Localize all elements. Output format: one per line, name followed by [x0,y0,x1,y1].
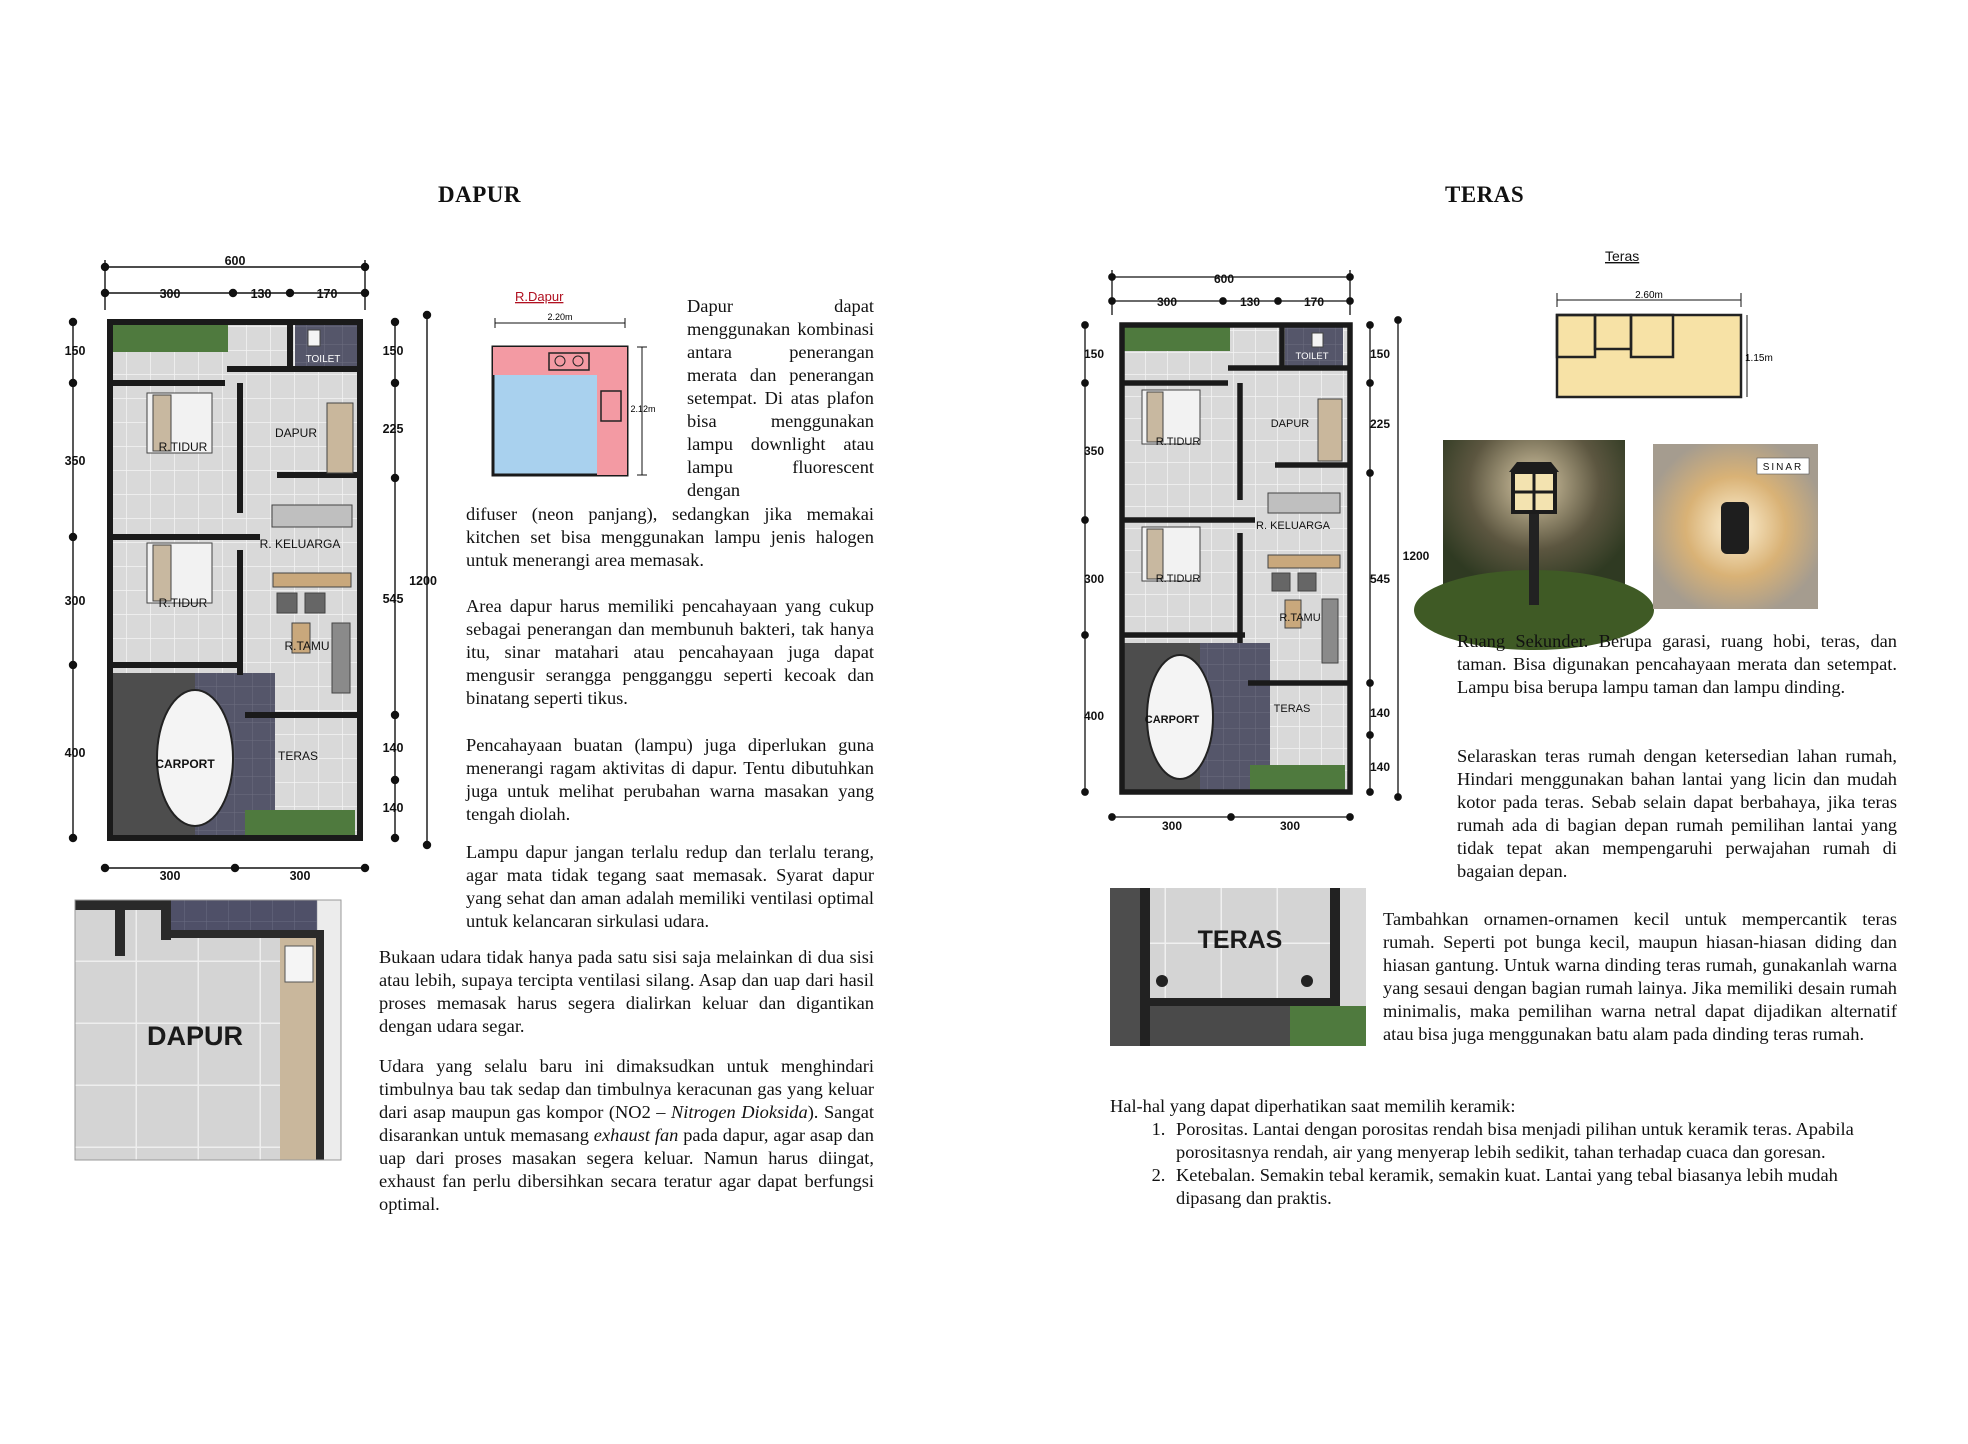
svg-text:CARPORT: CARPORT [155,757,215,771]
svg-text:350: 350 [1083,444,1105,458]
svg-text:TERAS: TERAS [1197,926,1283,954]
svg-text:R.TIDUR: R.TIDUR [158,440,208,454]
svg-text:300: 300 [1156,295,1178,309]
sinar-logo: SINAR [1762,462,1804,473]
dim-top-total: 600 [224,254,246,268]
svg-text:R.Dapur: R.Dapur [515,289,564,304]
svg-text:2.12m: 2.12m [630,404,656,414]
svg-text:300: 300 [289,869,311,883]
svg-text:600: 600 [1213,272,1235,286]
svg-text:225: 225 [1369,417,1391,431]
svg-text:225: 225 [382,422,404,436]
svg-text:R.TIDUR: R.TIDUR [1155,573,1201,585]
list-item: 1. Porositas. Lantai dengan porositas rendah bisa menjadi pilihan untuk keramik teras. Apabila porositasnya rendah, air yang menyerap lebih sedikit, tahan terhadap cuaca dan goresan. [1170,1118,1897,1164]
svg-text:R.TAMU: R.TAMU [284,639,330,653]
svg-text:DAPUR: DAPUR [274,426,318,440]
svg-text:150: 150 [1083,347,1105,361]
svg-text:300: 300 [64,594,86,608]
svg-text:R.TIDUR: R.TIDUR [1155,436,1201,448]
svg-text:140: 140 [1369,706,1391,720]
keramik-list-intro: Hal-hal yang dapat diperhatikan saat memilih keramik: [1110,1096,1516,1116]
svg-text:CARPORT: CARPORT [1144,714,1200,726]
teras-paragraph-3: Tambahkan ornamen-ornamen kecil untuk mempercantik teras rumah. Seperti pot bunga kecil, maupun hiasan-hiasan diding dan hiasan gantung. Untuk warna dinding teras rumah, gunakanlah warna yang sesaui dengan bagian rumah lainya. Jika memiliki desain rumah minimalis, maka pemilihan warna netral dapat dijadikan alternatif atau bisa juga menggunakan batu alam pada dinding teras rumah. [1383,909,1897,1044]
garden-lamp-photo [1443,440,1625,620]
svg-text:130: 130 [1239,295,1261,309]
dapur-paragraph-1-wrap: Dapur dapat menggunakan kombinasi antara penerangan merata dan penerangan setempat. Di atas plafon bisa menggunakan lampu downlight atau lampu fluorescent dengan [687,296,874,500]
teras-paragraph-2: Selaraskan teras rumah dengan ketersedian lahan rumah, Hindari menggunakan bahan lantai yang licin dan mudah kotor pada teras. Sebab selain dapat berbahaya, jika teras rumah ada di bagian depan rumah pemilihan lantai yang tidak tepat akan mempengaruhi perwajahan rumah di bagaian depan. [1457,746,1897,881]
svg-text:300: 300 [159,869,181,883]
wall-lamp-photo [1653,444,1818,609]
svg-text:R. KELUARGA: R. KELUARGA [1256,520,1330,532]
list-item: 2. Ketebalan. Semakin tebal keramik, semakin kuat. Lantai yang tebal biasanya lebih mudah dipasang dan praktis. [1170,1164,1897,1210]
left-floor-plan [55,255,445,885]
svg-text:DAPUR: DAPUR [146,1021,244,1051]
svg-text:DAPUR: DAPUR [1270,418,1310,430]
svg-text:TOILET: TOILET [305,354,341,365]
svg-text:300: 300 [159,287,181,301]
svg-text:400: 400 [1083,709,1105,723]
dapur-paragraph-3: Pencahayaan buatan (lampu) juga diperlukan guna menerangi ragam aktivitas di dapur. Tentu dibutuhkan juga untuk melihat perubahan warna masakan yang tengah diolah. [466,735,874,824]
teras-paragraph-1: Ruang Sekunder. Berupa garasi, ruang hobi, teras, dan taman. Bisa digunakan pencahayaan merata dan setempat. Lampu bisa berupa lampu taman dan lampu dinding. [1457,631,1897,697]
svg-text:130: 130 [250,287,272,301]
svg-text:300: 300 [1083,572,1105,586]
svg-text:R.TAMU: R.TAMU [1279,612,1321,624]
svg-text:140: 140 [382,741,404,755]
keramik-list [1110,1118,1897,1210]
svg-text:R.TIDUR: R.TIDUR [158,596,208,610]
svg-text:1.15m: 1.15m [1745,353,1773,364]
svg-text:400: 400 [64,746,86,760]
svg-text:1200: 1200 [409,574,437,588]
svg-text:2.20m: 2.20m [547,312,573,322]
svg-text:300: 300 [1279,819,1301,833]
dapur-paragraph-4: Lampu dapur jangan terlalu redup dan terlalu terang, agar mata tidak tegang saat memasak. Syarat dapur yang sehat dan aman adalah memiliki ventilasi optimal untuk kelancaran sirkulasi udara. [466,842,874,931]
dapur-paragraph-2: Area dapur harus memiliki pencahayaan yang cukup sebagai penerangan dan membunuh bakteri, tak hanya itu, sinar matahari atau pencahayaan juga dapat mengusir serangga pengganggu seperti kecoak dan binatang seperti tikus. [466,596,874,708]
right-page-title: TERAS [1445,182,1525,207]
kitchen-zoom-image [75,900,341,1160]
right-floor-plan [1080,265,1445,840]
svg-text:140: 140 [382,801,404,815]
svg-text:2.60m: 2.60m [1635,290,1663,301]
svg-text:TERAS: TERAS [277,749,319,763]
teras-zoom-image [1110,888,1366,1046]
dapur-paragraph-6: Udara yang selalu baru ini dimaksudkan untuk menghindari timbulnya bau tak sedap dan timbulnya keracunan gas yang keluar dari asap maupun gas kompor (NO2 – Nitrogen Dioksida). Sangat disarankan untuk memasang exhaust fan pada dapur, agar asap dan uap dari proses masakan segera keluar. Namun harus diingat, exhaust fan perlu dibersihkan secara teratur agar dapat berfungsi optimal. [379,1056,874,1214]
svg-text:150: 150 [382,344,404,358]
svg-text:545: 545 [1369,572,1391,586]
svg-text:R. KELUARGA: R. KELUARGA [259,537,341,551]
teras-layout-diagram [1545,245,1773,405]
svg-text:Teras: Teras [1605,248,1640,264]
svg-text:545: 545 [382,592,404,606]
svg-text:140: 140 [1369,760,1391,774]
svg-text:1200: 1200 [1402,549,1430,563]
svg-text:170: 170 [316,287,338,301]
svg-text:150: 150 [64,344,86,358]
left-page-title: DAPUR [438,182,521,207]
dapur-paragraph-1-rest: difuser (neon panjang), sedangkan jika memakai kitchen set bisa menggunakan lampu jenis halogen untuk menerangi area memasak. [466,504,874,570]
svg-text:150: 150 [1369,347,1391,361]
svg-text:170: 170 [1303,295,1325,309]
kitchen-layout-diagram [485,287,670,487]
svg-text:350: 350 [64,454,86,468]
svg-text:TOILET: TOILET [1295,351,1329,362]
dapur-paragraph-5: Bukaan udara tidak hanya pada satu sisi saja melainkan di dua sisi atau lebih, supaya tercipta ventilasi silang. Asap dan uap dari hasil proses memasak harus segera dialirkan keluar dan digantikan dengan udara segar. [379,947,874,1036]
svg-text:TERAS: TERAS [1273,703,1311,715]
svg-text:300: 300 [1161,819,1183,833]
